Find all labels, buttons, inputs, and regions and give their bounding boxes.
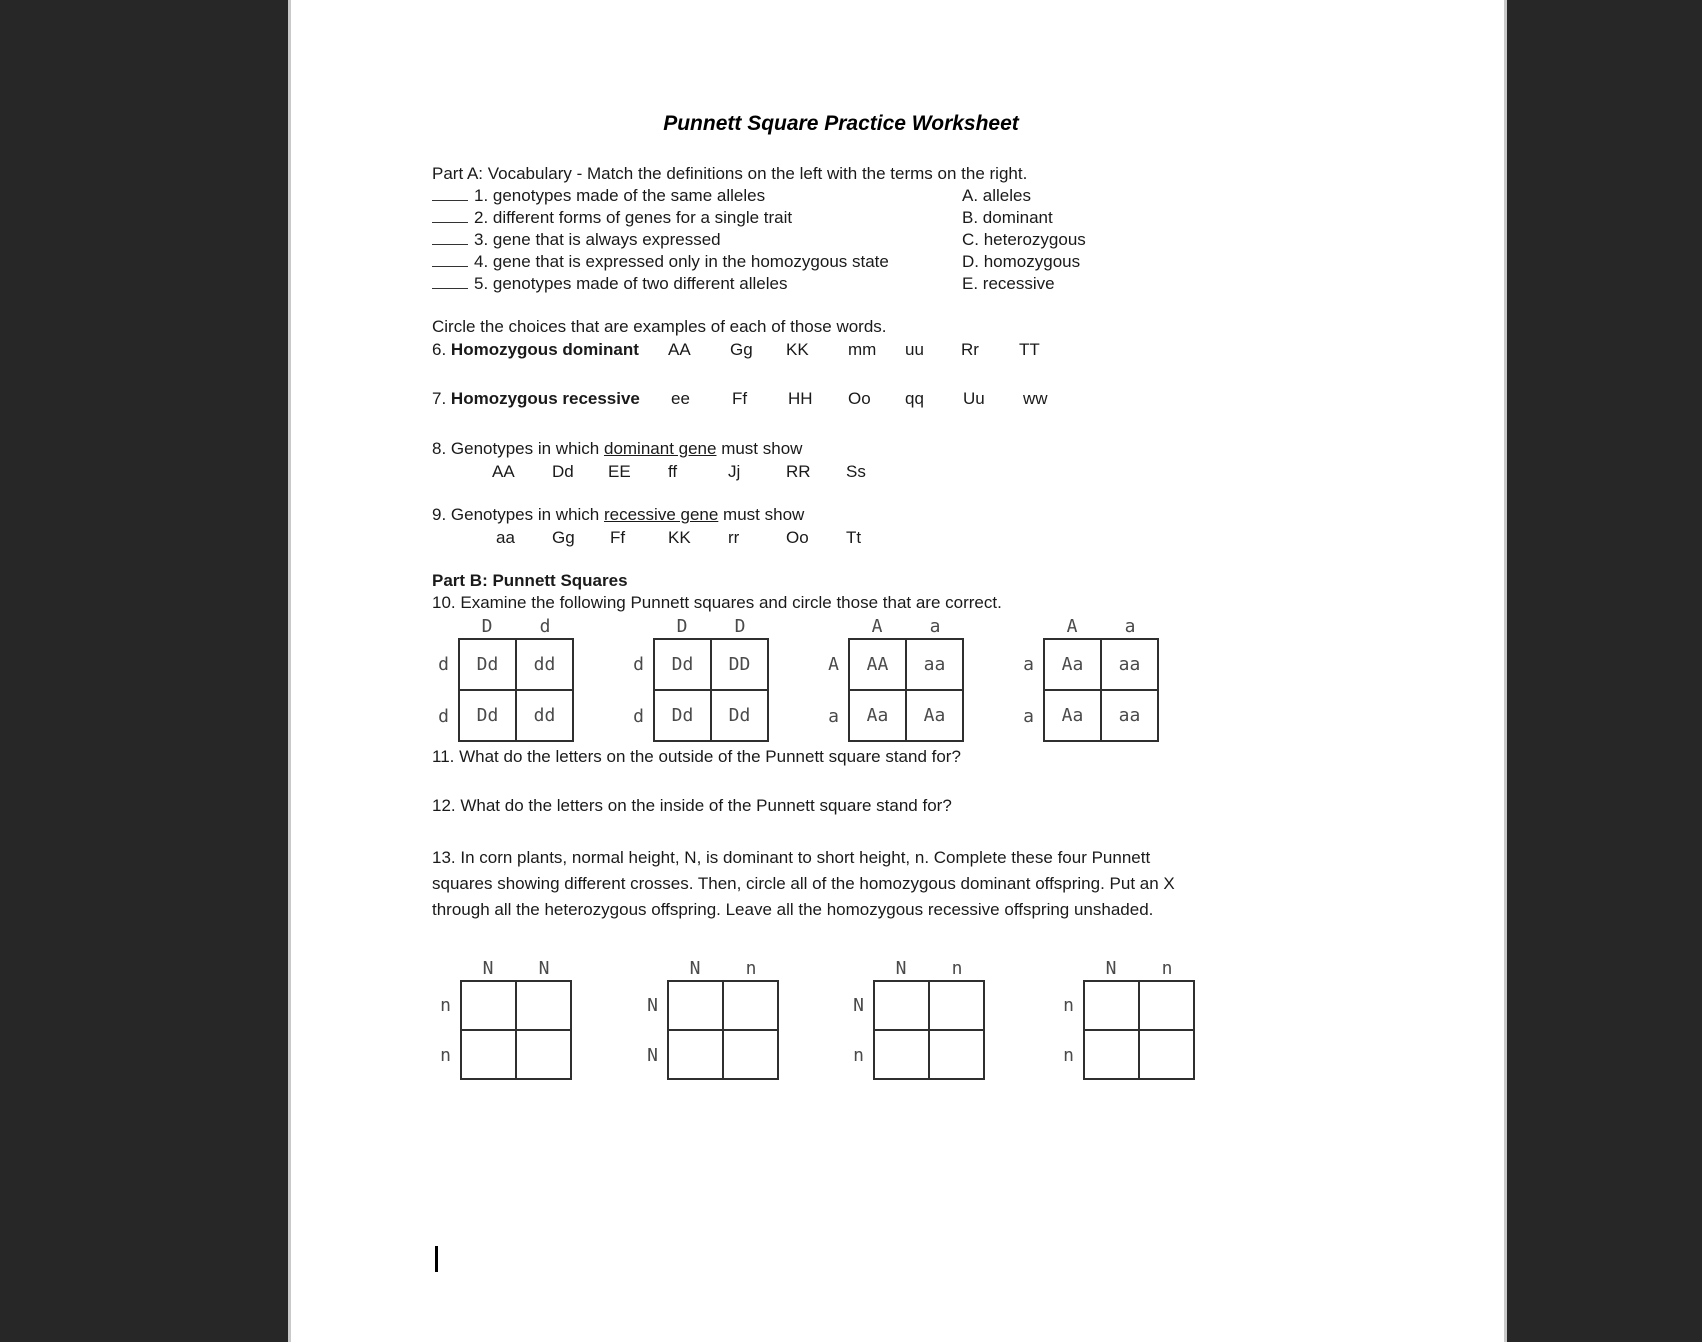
psq-row-headers: a a: [1023, 653, 1034, 727]
q6-label: Homozygous dominant: [450, 340, 639, 359]
psq-row-headers: A a: [828, 653, 839, 727]
punnett-square-13-4[interactable]: [1057, 958, 1195, 1080]
psq-cell: dd: [516, 639, 573, 690]
psq-grid: [1043, 638, 1159, 742]
psq-grid: [667, 980, 779, 1080]
q9-underlined: recessive gene: [603, 505, 719, 524]
q8-option[interactable]: AA: [492, 462, 515, 481]
psq-col-headers: D d: [481, 616, 551, 637]
psq-cell: aa: [1101, 639, 1158, 690]
psq-cell-empty[interactable]: [1084, 981, 1139, 1030]
psq-cell-empty[interactable]: [461, 1030, 516, 1079]
psq-col-headers: D D: [676, 616, 746, 637]
q6-number: 6.: [432, 340, 447, 359]
punnett-square-10-2[interactable]: [627, 616, 769, 742]
psq-col-headers: N n: [689, 958, 757, 979]
q7-option[interactable]: Ff: [732, 389, 748, 408]
psq-grid: [848, 638, 964, 742]
question-10: 10. Examine the following Punnett squares and circle those that are correct.: [432, 593, 1002, 612]
vocab-item-5: [432, 273, 787, 295]
psq-cell-empty[interactable]: [723, 1030, 778, 1079]
q6-option[interactable]: mm: [848, 340, 877, 359]
q7-option[interactable]: ww: [1023, 389, 1048, 408]
circle-instruction: Circle the choices that are examples of each of those words.: [432, 317, 887, 336]
q7-number: 7.: [432, 389, 447, 408]
part-b-heading: Part B: Punnett Squares: [432, 571, 628, 590]
q8-option[interactable]: Jj: [728, 462, 741, 481]
psq-cell-empty[interactable]: [1084, 1030, 1139, 1079]
psq-cell: Aa: [849, 690, 906, 741]
q9-option[interactable]: Ff: [610, 528, 626, 547]
psq-cell-empty[interactable]: [929, 1030, 984, 1079]
psq-col-headers: N n: [1105, 958, 1173, 979]
psq-grid: [460, 980, 572, 1080]
psq-cell-empty[interactable]: [516, 1030, 571, 1079]
psq-cell: Dd: [459, 639, 516, 690]
psq-cell: Dd: [711, 690, 768, 741]
answer-blank[interactable]: [432, 229, 468, 245]
psq-col-headers: A a: [1066, 616, 1136, 637]
q9-option[interactable]: KK: [668, 528, 691, 547]
psq-cell-empty[interactable]: [874, 981, 929, 1030]
term-c: C. heterozygous: [962, 230, 1086, 249]
q9-prefix: 9. Genotypes in which: [432, 505, 604, 524]
term-d: D. homozygous: [962, 252, 1081, 271]
answer-blank[interactable]: [432, 185, 468, 201]
psq-grid: [653, 638, 769, 742]
psq-grid: [1083, 980, 1195, 1080]
psq-cell: Aa: [1044, 639, 1101, 690]
question-12: 12. What do the letters on the inside of the Punnett square stand for?: [432, 796, 952, 815]
q9-option[interactable]: rr: [728, 528, 740, 547]
q7-label: Homozygous recessive: [450, 389, 640, 408]
vocab-item-text: 1. genotypes made of the same alleles: [474, 186, 766, 205]
psq-cell-empty[interactable]: [668, 981, 723, 1030]
punnett-square-10-1[interactable]: [432, 616, 574, 742]
q7-option[interactable]: Oo: [848, 389, 871, 408]
q6-option[interactable]: KK: [786, 340, 809, 359]
psq-cell: Dd: [654, 690, 711, 741]
vocab-item-2: [432, 207, 792, 229]
question-7: [432, 388, 1232, 410]
document-title: Punnett Square Practice Worksheet: [663, 112, 1019, 135]
q8-underlined: dominant gene: [603, 439, 717, 458]
psq-row-headers: d d: [633, 653, 644, 727]
punnett-square-10-3[interactable]: [822, 616, 964, 742]
psq-cell: AA: [849, 639, 906, 690]
psq-col-headers: A a: [871, 616, 941, 637]
psq-grid: [873, 980, 985, 1080]
q6-option[interactable]: Rr: [961, 340, 979, 359]
q9-option[interactable]: Oo: [786, 528, 809, 547]
q8-options-row: [432, 461, 1032, 483]
question-9: [432, 504, 804, 526]
psq-row-headers: N n: [853, 994, 864, 1066]
psq-cell: Dd: [654, 639, 711, 690]
punnett-square-10-4[interactable]: [1017, 616, 1159, 742]
q8-suffix: must show: [716, 439, 803, 458]
part-a-heading: Part A: Vocabulary - Match the definitions on the left with the terms on the right.: [432, 164, 1028, 183]
term-e: E. recessive: [962, 274, 1055, 293]
answer-blank[interactable]: [432, 273, 468, 289]
psq-col-headers: N n: [895, 958, 963, 979]
psq-cell-empty[interactable]: [516, 981, 571, 1030]
psq-cell: aa: [906, 639, 963, 690]
q6-option[interactable]: TT: [1019, 340, 1040, 359]
text-cursor: [435, 1246, 438, 1272]
vocab-item-text: 3. gene that is always expressed: [474, 230, 721, 249]
q9-suffix: must show: [718, 505, 805, 524]
q7-option[interactable]: ee: [671, 389, 690, 408]
psq-row-headers: d d: [438, 653, 449, 727]
answer-blank[interactable]: [432, 251, 468, 267]
psq-cell-empty[interactable]: [723, 981, 778, 1030]
psq-cell-empty[interactable]: [668, 1030, 723, 1079]
vocab-item-text: 4. gene that is expressed only in the homozygous state: [474, 252, 889, 271]
q6-option[interactable]: Gg: [730, 340, 753, 359]
psq-cell-empty[interactable]: [929, 981, 984, 1030]
q7-option[interactable]: qq: [905, 389, 924, 408]
psq-row-headers: n n: [440, 994, 451, 1066]
psq-cell: Aa: [1044, 690, 1101, 741]
psq-row-headers: n n: [1063, 994, 1074, 1066]
psq-cell-empty[interactable]: [1139, 981, 1194, 1030]
q6-option[interactable]: uu: [905, 340, 924, 359]
q9-options-row: [432, 527, 1032, 549]
question-11: 11. What do the letters on the outside of the Punnett square stand for?: [432, 747, 961, 766]
question-13: 13. In corn plants, normal height, N, is dominant to short height, n. Complete these four Punnett squares showing different crosses. Then, circle all of the homozygous dominant offspring. Put an X through all the heterozygous offspring. Leave all the homozygous recessive offspring unshaded.: [432, 848, 1175, 919]
punnett-square-13-2[interactable]: [641, 958, 779, 1080]
vocab-item-1: [432, 185, 765, 207]
psq-col-headers: N N: [482, 958, 550, 979]
question-8: [432, 438, 802, 460]
psq-cell: Dd: [459, 690, 516, 741]
psq-cell-empty[interactable]: [461, 981, 516, 1030]
psq-grid: [458, 638, 574, 742]
q7-option[interactable]: HH: [788, 389, 813, 408]
q8-option[interactable]: EE: [608, 462, 631, 481]
term-b: B. dominant: [962, 208, 1053, 227]
q8-option[interactable]: RR: [786, 462, 811, 481]
psq-cell: dd: [516, 690, 573, 741]
q9-option[interactable]: Tt: [846, 528, 862, 547]
vocab-item-3: [432, 229, 721, 251]
vocab-item-text: 2. different forms of genes for a single trait: [474, 208, 793, 227]
q6-option[interactable]: AA: [668, 340, 691, 359]
vocab-item-4: [432, 251, 889, 273]
punnett-square-13-1[interactable]: [434, 958, 572, 1080]
psq-cell-empty[interactable]: [1139, 1030, 1194, 1079]
q8-prefix: 8. Genotypes in which: [432, 439, 604, 458]
q8-option[interactable]: Dd: [552, 462, 574, 481]
q9-option[interactable]: Gg: [552, 528, 575, 547]
psq-cell: Aa: [906, 690, 963, 741]
q8-option[interactable]: ff: [668, 462, 678, 481]
question-6: [432, 339, 1232, 361]
psq-cell-empty[interactable]: [874, 1030, 929, 1079]
psq-cell: DD: [711, 639, 768, 690]
q7-option[interactable]: Uu: [963, 389, 985, 408]
document-page[interactable]: [288, 0, 1507, 1342]
vocab-item-text: 5. genotypes made of two different alleles: [474, 274, 788, 293]
term-a: A. alleles: [962, 186, 1031, 205]
punnett-square-13-3[interactable]: [847, 958, 985, 1080]
answer-blank[interactable]: [432, 207, 468, 223]
q9-option[interactable]: aa: [496, 528, 515, 547]
psq-row-headers: N N: [647, 994, 658, 1066]
psq-cell: aa: [1101, 690, 1158, 741]
q8-option[interactable]: Ss: [846, 462, 866, 481]
